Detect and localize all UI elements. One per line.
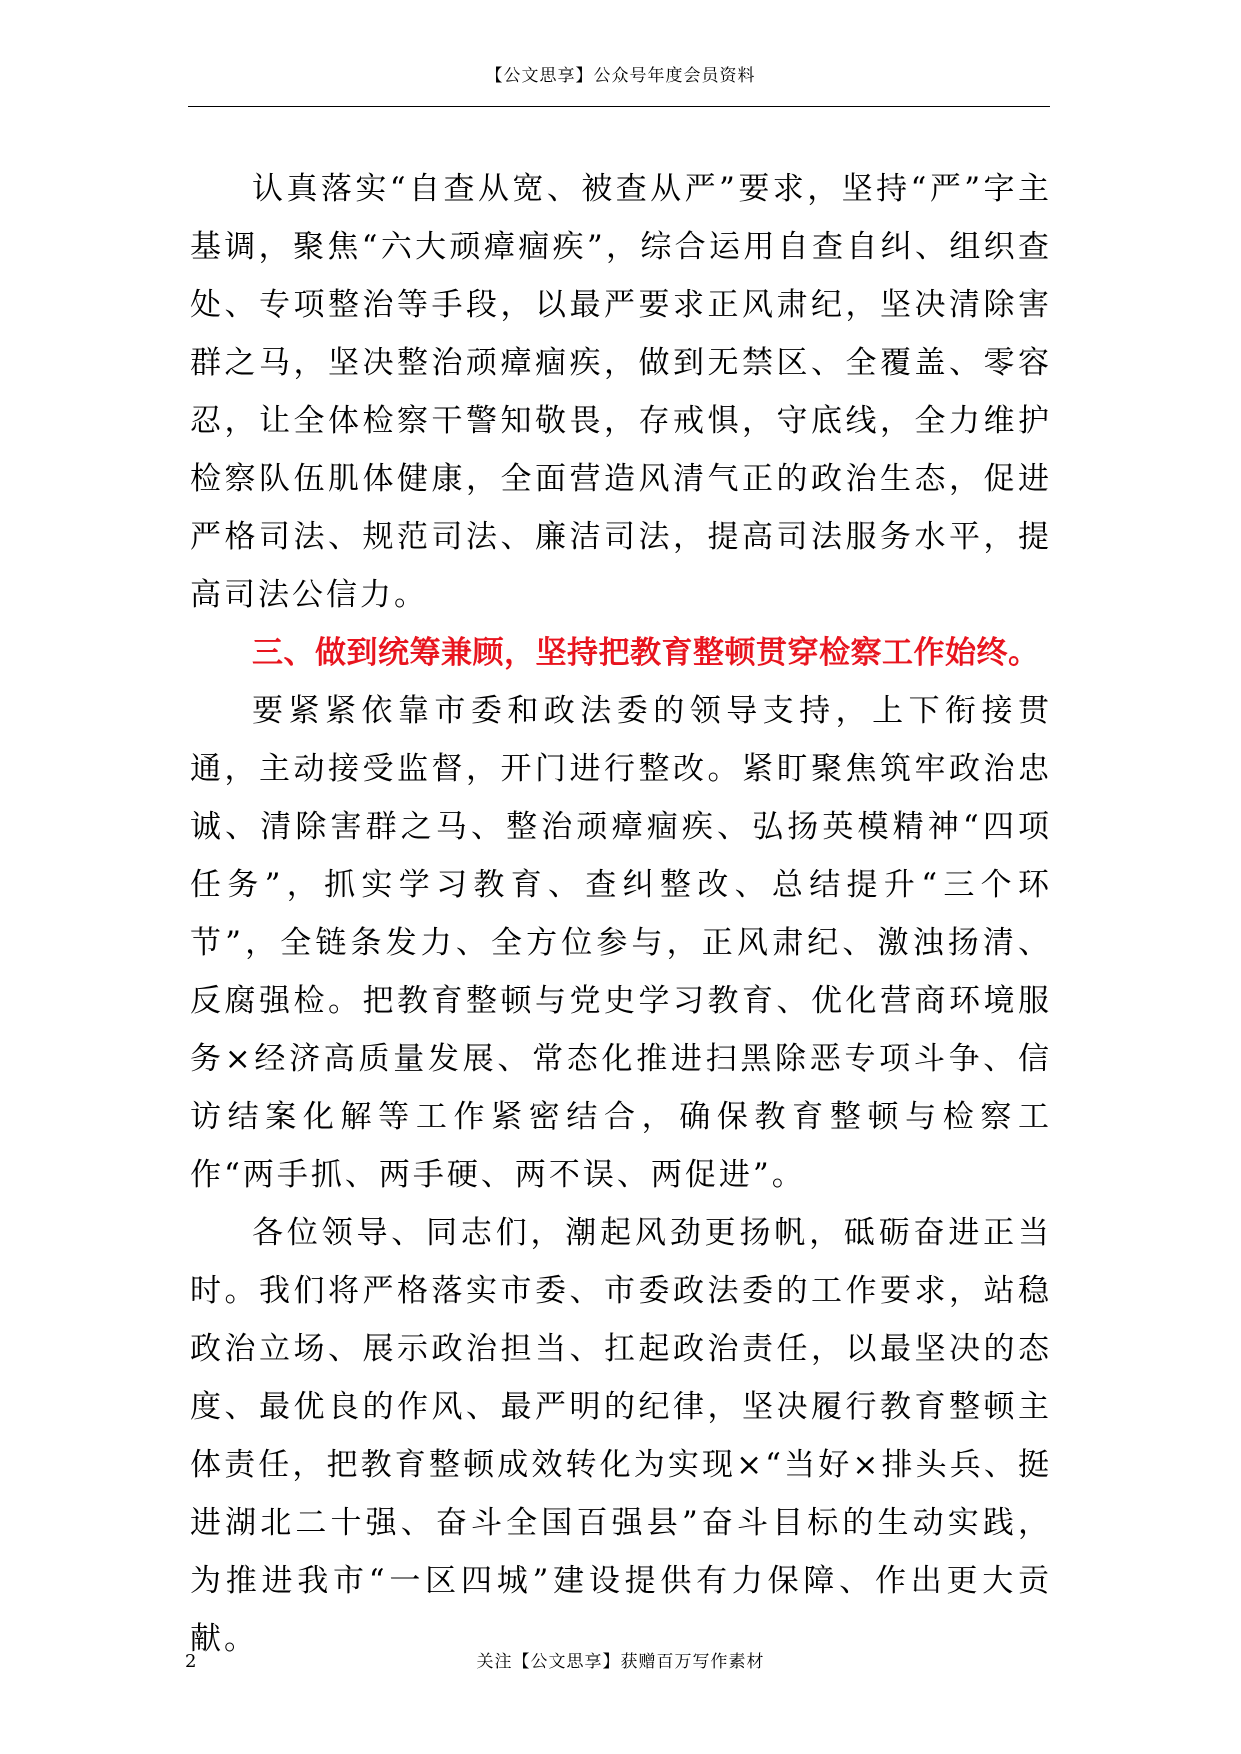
paragraph-closing: 各位领导、同志们，潮起风劲更扬帆，砥砺奋进正当时。我们将严格落实市委、市委政法委的工作要求，站稳政治立场、展示政治担当、扛起政治责任，以最坚决的态度、最优良的作风、最严明的纪律，坚决履行教育整顿主体责任，把教育整顿成效转化为实现×“当好×排头兵、挺进湖北二十强、奋斗全国百强县”奋斗目标的生动实践，为推进我市“一区四城”建设提供有力保障、作出更大贡献。 [190, 1215, 1052, 1657]
page-number: 2 [185, 1651, 197, 1672]
page-header: 【公文思享】公众号年度会员资料 [485, 66, 756, 86]
header-divider [188, 106, 1050, 107]
page-footer: 关注【公文思享】获赠百万写作素材 [476, 1652, 765, 1672]
paragraph-discipline: 认真落实“自查从宽、被查从严”要求，坚持“严”字主基调，聚焦“六大顽瘴痼疾”，综合运用自查自纠、组织查处、专项整治等手段，以最严要求正风肃纪，坚决清除害群之马，坚决整治顽瘴痼疾，做到无禁区、全覆盖、零容忍，让全体检察干警知敬畏，存戒惧，守底线，全力维护检察队伍肌体健康，全面营造风清气正的政治生态，促进严格司法、规范司法、廉洁司法，提高司法服务水平，提高司法公信力。 [190, 171, 1052, 613]
paragraph-coordination: 要紧紧依靠市委和政法委的领导支持，上下衔接贯通，主动接受监督，开门进行整改。紧盯聚焦筑牢政治忠诚、清除害群之马、整治顽瘴痼疾、弘扬英模精神“四项任务”，抓实学习教育、查纠整改、总结提升“三个环节”，全链条发力、全方位参与，正风肃纪、激浊扬清、反腐强检。把教育整顿与党史学习教育、优化营商环境服务×经济高质量发展、常态化推进扫黑除恶专项斗争、信访结案化解等工作紧密结合，确保教育整顿与检察工作“两手抓、两手硬、两不误、两促进”。 [190, 693, 1052, 1193]
section-heading-three: 三、做到统筹兼顾，坚持把教育整顿贯穿检察工作始终。 [252, 635, 1040, 671]
document-body [190, 160, 1052, 1668]
